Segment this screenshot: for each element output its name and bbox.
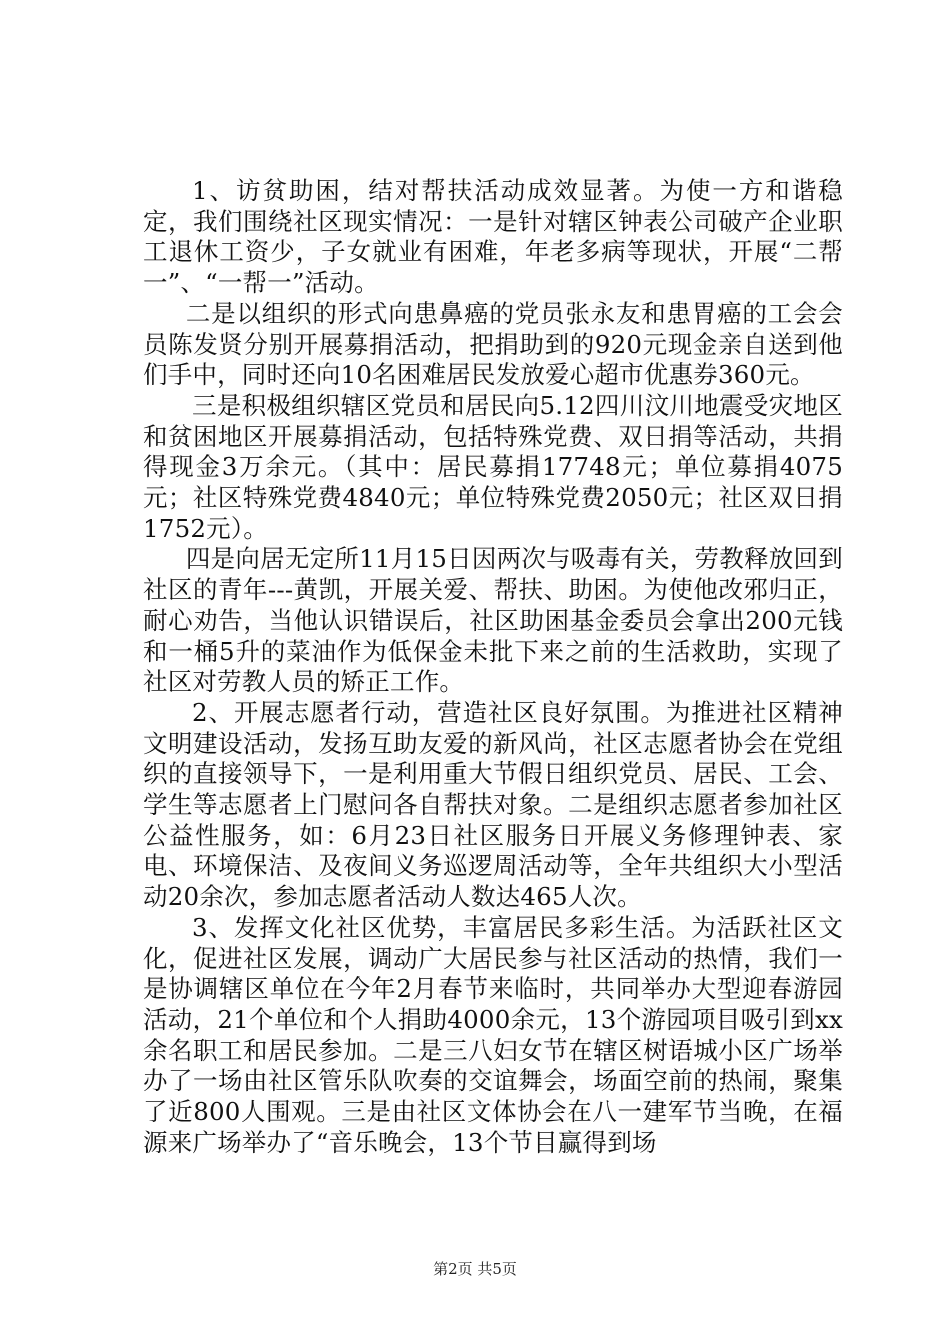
page-footer: 第2页 共5页 [433,1260,517,1278]
paragraph-earthquake-donation: 三是积极组织辖区党员和居民向5.12四川汶川地震受灾地区和贫困地区开展募捐活动，包括特殊党费、双日捐等活动，共捐得现金3万余元。（其中：居民募捐17748元；单位募捐4075元；社区特殊党费4840元；单位特殊党费2050元；社区双日捐1752元）。 [143,390,843,543]
document-body [143,176,843,1159]
paragraph-cancer-donation: 二是以组织的形式向患鼻癌的党员张永友和患胃癌的工会会员陈发贤分别开展募捐活动，把捐助到的920元现金亲自送到他们手中，同时还向10名困难居民发放爱心超市优惠券360元。 [143,298,843,390]
paragraph-poverty-relief: 1、访贫助困，结对帮扶活动成效显著。为使一方和谐稳定，我们围绕社区现实情况：一是针对辖区钟表公司破产企业职工退休工资少，子女就业有困难，年老多病等现状，开展“二帮一”、“一帮一”活动。 [143,176,843,298]
paragraph-youth-assistance: 四是向居无定所11月15日因两次与吸毒有关，劳教释放回到社区的青年---黄凯，开展关爱、帮扶、助困。为使他改邪归正，耐心劝告，当他认识错误后，社区助困基金委员会拿出200元钱和一桶5升的菜油作为低保金未批下来之前的生活救助，实现了社区对劳教人员的矫正工作。 [143,544,843,697]
paragraph-cultural-activities: 3、发挥文化社区优势，丰富居民多彩生活。为活跃社区文化，促进社区发展，调动广大居民参与社区活动的热情，我们一是协调辖区单位在今年2月春节来临时，共同举办大型迎春游园活动，21个单位和个人捐助4000余元，13个游园项目吸引到xx余名职工和居民参加。二是三八妇女节在辖区树语城小区广场举办了一场由社区管乐队吹奏的交谊舞会，场面空前的热闹，聚集了近800人围观。三是由社区文体协会在八一建军节当晚，在福源来广场举办了“音乐晚会，13个节目赢得到场 [143,912,843,1157]
paragraph-volunteer-action: 2、开展志愿者行动，营造社区良好氛围。为推进社区精神文明建设活动，发扬互助友爱的新风尚，社区志愿者协会在党组织的直接领导下，一是利用重大节假日组织党员、居民、工会、学生等志愿者上门慰问各自帮扶对象。二是组织志愿者参加社区公益性服务，如：6月23日社区服务日开展义务修理钟表、家电、环境保洁、及夜间义务巡逻周活动等，全年共组织大小型活动20余次，参加志愿者活动人数达465人次。 [143,697,843,912]
